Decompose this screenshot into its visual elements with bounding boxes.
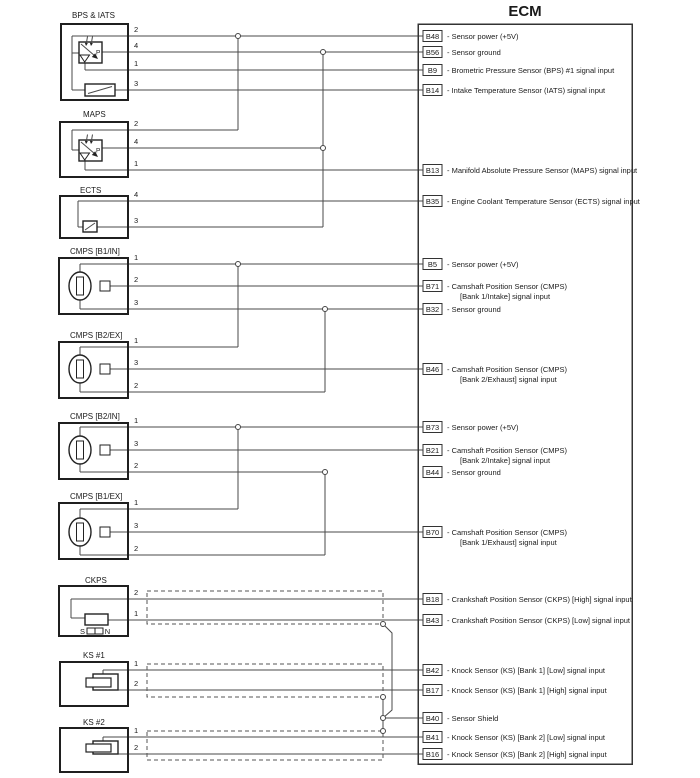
ckps-shield-box [147,591,383,624]
pin-id: B56 [425,48,440,57]
pin-number: 2 [134,544,139,553]
cmps-connector-icon [69,355,110,383]
ecm-pin-b40 [423,713,498,724]
pin-numbers-maps [134,119,138,168]
pin-desc: - Camshaft Position Sensor (CMPS) [447,282,568,291]
wires-cmps-b2in [80,427,423,555]
pin-id: B71 [425,282,440,291]
pin-desc: - Sensor ground [447,305,501,314]
pin-desc: - Crankshaft Position Sensor (CKPS) [High] signal input [447,595,632,604]
pin-numbers-cmps-b2ex [134,336,138,390]
ecm-pin-b9 [423,65,615,76]
pin-number: 3 [134,358,139,367]
pin-desc: - Knock Sensor (KS) [Bank 2] [High] signal input [447,750,607,759]
pin-id: B42 [425,666,440,675]
ecm-pin-b5 [423,259,519,270]
pin-desc: - Intake Temperature Sensor (IATS) signal input [447,86,606,95]
ecm-pin-b56 [423,47,501,58]
pin-desc: - Brometric Pressure Sensor (BPS) #1 signal input [447,66,615,75]
ecm-pin-b41 [423,732,606,743]
cmps-connector-icon [69,272,110,300]
pin-number: 4 [134,41,139,50]
pin-number: 3 [134,79,139,88]
wires-cmps-b2ex [80,347,423,392]
pin-number: 1 [134,416,139,425]
pin-number: 2 [134,381,139,390]
ecm-pin-b73 [423,422,519,433]
ecm-pin-b16 [423,749,608,760]
sensor-title-maps: MAPS [83,110,106,119]
bps-iats-box [61,24,128,100]
pin-numbers-ects [134,190,138,225]
pin-desc: - Knock Sensor (KS) [Bank 1] [High] signal input [447,686,607,695]
pin-number: 3 [134,439,139,448]
ks1-shield-box [147,664,383,697]
pin-numbers-ckps [134,588,138,618]
pin-numbers-cmps-b2in [134,416,138,470]
sensor-title-cmps-b1in: CMPS [B1/IN] [70,247,120,256]
pressure-sensor-icon [79,135,102,162]
pin-id: B16 [425,750,440,759]
pin-desc: - Sensor Shield [447,714,499,723]
ecm-pin-b42 [423,665,606,676]
wires-cmps-b1in [80,264,423,392]
pin-number: 2 [134,461,139,470]
pin-desc: - Camshaft Position Sensor (CMPS) [447,446,568,455]
pin-number: 1 [134,59,139,68]
pin-desc-line2: [Bank 2/Exhaust] signal input [460,375,557,384]
pin-id: B70 [425,528,440,537]
ecm-pin-b48 [423,31,519,42]
thermistor-icon [85,84,115,96]
pin-numbers-cmps-b1ex [134,498,138,553]
ecm-pin-b35 [423,196,641,207]
pin-desc: - Sensor ground [447,48,501,57]
ecm-pin-b32 [423,304,501,315]
pin-id: B17 [425,686,440,695]
ecm-title: ECM [508,3,542,20]
pin-id: B41 [425,733,440,742]
pin-numbers-ks2 [134,726,138,752]
pin-id: B44 [425,468,440,477]
pin-desc: - Knock Sensor (KS) [Bank 2] [Low] signal input [447,733,605,742]
pin-desc-line2: [Bank 2/Intake] signal input [460,456,551,465]
pin-id: B21 [425,446,440,455]
wires-ects [78,201,423,227]
pin-number: 1 [134,659,139,668]
pin-number: 2 [134,119,139,128]
pin-id: B5 [427,260,438,269]
pin-id: B40 [425,714,440,723]
pin-number: 3 [134,298,139,307]
magnet-pole-n: N [104,627,111,636]
wires-maps [72,130,423,170]
pin-desc: - Engine Coolant Temperature Sensor (ECTS) signal input [447,197,640,206]
sensor-title-ks1: KS #1 [83,651,105,660]
knock-sensor-icon [86,741,118,754]
ecm-pin-b13 [423,165,638,176]
pin-number: 2 [134,679,139,688]
ecm-box [418,24,632,764]
cmps-connector-icon [69,518,110,546]
sensor-title-cmps-b2ex: CMPS [B2/EX] [70,331,123,340]
ecm-pin-b71 [423,281,568,302]
sensor-title-cmps-b1ex: CMPS [B1/EX] [70,492,123,501]
pin-number: 1 [134,253,139,262]
ecm-pin-b44 [423,467,501,478]
pin-number: 1 [134,159,139,168]
wires-ckps [71,599,423,620]
pin-number: 2 [134,588,139,597]
thermistor-icon [83,221,97,232]
wires-bps-iats [72,36,423,227]
ecm-pin-b21 [423,445,568,466]
wires-ks2 [103,737,423,754]
sensor-title-ects: ECTS [80,186,102,195]
pin-desc: - Sensor ground [447,468,501,477]
junction-dots [236,34,386,734]
sensor-title-cmps-b2in: CMPS [B2/IN] [70,412,120,421]
pin-desc: - Sensor power (+5V) [447,423,519,432]
pin-numbers-bps-iats [134,25,138,88]
wires-cmps-b1ex [80,509,423,555]
pin-id: B48 [425,32,440,41]
pin-id: B14 [425,86,440,95]
pin-number: 3 [134,521,139,530]
pin-numbers-cmps-b1in [134,253,138,307]
ecm-pin-b43 [423,615,631,626]
pin-number: 4 [134,137,139,146]
shield-bus-wires [383,624,423,731]
ecm-pin-b18 [423,594,633,605]
ecm-pin-b17 [423,685,608,696]
pin-desc: - Crankshaft Position Sensor (CKPS) [Low] signal input [447,616,630,625]
pin-id: B9 [427,66,438,75]
pin-number: 1 [134,498,139,507]
pin-number: 2 [134,275,139,284]
pin-desc: - Knock Sensor (KS) [Bank 1] [Low] signal input [447,666,605,675]
pin-id: B35 [425,197,440,206]
pin-number: 1 [134,726,139,735]
pin-number: 1 [134,609,139,618]
pin-desc: - Camshaft Position Sensor (CMPS) [447,365,568,374]
pin-number: 2 [134,743,139,752]
pin-desc: - Camshaft Position Sensor (CMPS) [447,528,568,537]
pin-number: 1 [134,336,139,345]
knock-sensor-icon [86,674,118,690]
pin-desc: - Sensor power (+5V) [447,260,519,269]
pin-numbers-ks1 [134,659,138,688]
cmps-connector-icon [69,436,110,464]
pin-id: B73 [425,423,440,432]
wires-ks1 [103,670,423,690]
pin-desc-line2: [Bank 1/Exhaust] signal input [460,538,557,547]
pressure-sensor-icon [79,37,102,64]
pin-id: B32 [425,305,440,314]
ecm-pin-b46 [423,364,568,385]
pin-desc: - Manifold Absolute Pressure Sensor (MAPS) signal input [447,166,638,175]
ecm-pin-b14 [423,85,606,96]
ks2-shield-box [147,731,383,760]
sensor-title-ckps: CKPS [85,576,107,585]
ecm-pin-b70 [423,527,568,548]
sensor-title-ks2: KS #2 [83,718,105,727]
pin-desc: - Sensor power (+5V) [447,32,519,41]
pin-number: 2 [134,25,139,34]
pin-desc-line2: [Bank 1/Intake] signal input [460,292,551,301]
pin-id: B46 [425,365,440,374]
sensor-title-bps-iats: BPS & IATS [72,11,115,20]
pin-number: 3 [134,216,139,225]
pin-number: 4 [134,190,139,199]
magnet-pole-s: S [79,627,86,636]
pin-id: B43 [425,616,440,625]
pin-id: B18 [425,595,440,604]
pin-id: B13 [425,166,440,175]
